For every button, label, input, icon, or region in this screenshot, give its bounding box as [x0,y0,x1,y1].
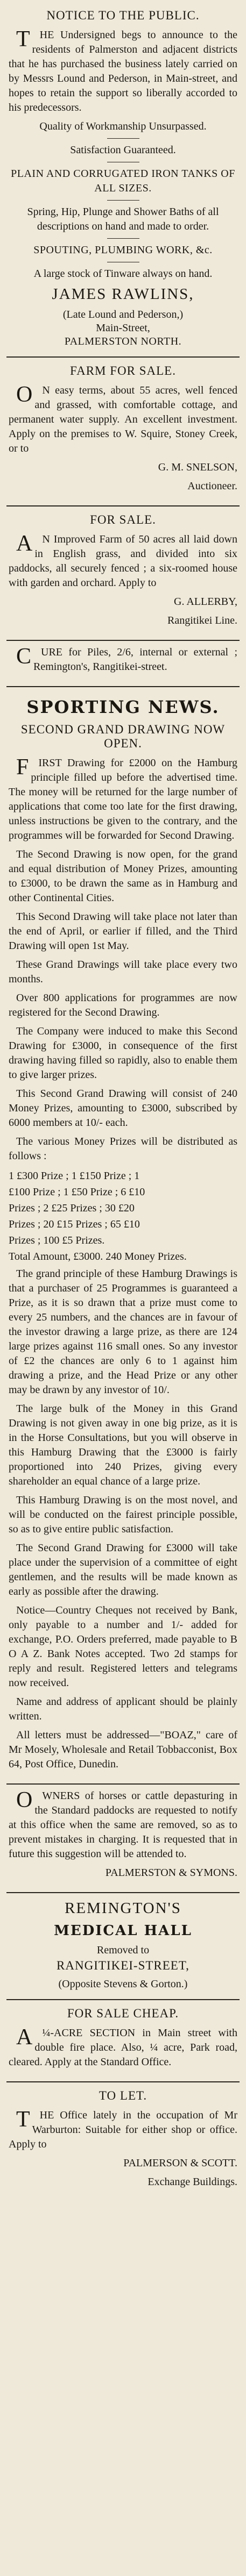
ad-heading: NOTICE TO THE PUBLIC. [46,9,200,22]
ad-body: Over 800 applications for programmes are now registered for the Second Drawing. [9,992,237,1018]
ad-line: Removed to [96,1944,150,1956]
prize-list [9,1168,237,1265]
ad-heading: REMINGTON'S [65,1900,181,1917]
ad-body: The Second Grand Drawing for £3000 will take place under the supervision of a committee of eight gentlemen, and the results will be made known as early as possible after the drawing. [9,1542,237,1597]
ad-line: Quality of Workmanship Unsurpassed. [39,120,207,132]
ad-body: The various Money Prizes will be distributed as follows : [9,1136,237,1162]
ad-line: Satisfaction Guaranteed. [70,144,176,156]
ad-signature-place: Exchange Buildings. [147,2176,237,2188]
ad-signature: PALMERSON & SCOTT. [123,2157,237,2169]
divider [107,238,139,239]
ad-body: OWNERS of horses or cattle depasturing in the Standard paddocks are requested to notify at this office when the same are removed, so as to prevent mistakes in charging. It is requested that in future this suggestion will be attended to. [9,1788,237,1860]
divider [107,138,139,139]
ad-signature: PALMERSTON & SYMONS. [105,1867,237,1879]
ad-body: The Company were induced to make this Second Drawing for £3000, in consequence of the first drawing having filled so rapidly, also to enable them to give larger prizes. [9,1025,237,1081]
ad-subheading: SECOND GRAND DRAWING NOW OPEN. [20,723,226,750]
ad-body: This Hamburg Drawing is on the most novel, and will be conducted on the fairest principle possible, so as to give entire public satisfaction. [9,1494,237,1535]
ad-signature: G. ALLERBY, [174,596,237,608]
ad-body: THE Office lately in the occupation of Mr Warburton: Suitable for either shop or office. Apply to [9,2107,237,2150]
ad-body: All letters must be addressed—"BOAZ," care of Mr Mosely, Wholesale and Retail Tobbacconist, Box 64, Post Office, Dunedin. [9,1729,237,1770]
ad-signature-role: Auctioneer. [187,480,237,492]
ad-line: A large stock of Tinware always on hand. [33,268,213,280]
ad-line: SPOUTING, PLUMBING WORK, &c. [33,244,213,256]
ad-signature-place: Rangitikei Line. [167,615,237,626]
ad-body: A¼-ACRE SECTION in Main street with double fire place. Also, ¼ acre, Park road, cleared. Apply at the Standard Office. [9,2025,237,2068]
ad-for-sale [6,506,240,641]
ad-heading: FOR SALE CHEAP. [67,2007,179,2020]
ad-cure-for-piles [6,641,240,687]
ad-heading: FOR SALE. [90,513,156,526]
ad-body: THE Undersigned begs to announce to the residents of Palmerston and adjacent districts that he has purchased the business lately carried on by Messrs Lound and Pederson, in Main-street, and hopes to retain the support so liberally accorded to his predecessors. [9,27,237,113]
ad-body: Name and address of applicant should be plainly written. [9,1696,237,1722]
ad-body: AN Improved Farm of 50 acres all laid down in English grass, and divided into six paddocks, all securely fenced ; a six-roomed house with garden and orchard. Apply to [9,531,237,589]
ad-signature: G. M. SNELSON, [158,461,237,473]
divider [107,200,139,201]
ad-body: Notice—Country Cheques not received by Bank, only payable to a number and 1/- added for exchange, P.O. Orders preferred, made payable to B O A Z. Bank Notes accepted. Two 2d stamps for reply and result. Registered letters and telegrams now received. [9,1604,237,1689]
prize-row: 1 £300 Prize ; 1 £150 Prize ; 1 [9,1170,140,1182]
advertiser-detail: (Late Lound and Pederson,) [62,309,184,320]
ad-sporting-news [6,690,240,1785]
newspaper-column [6,0,240,2201]
ad-heading: FARM FOR SALE. [70,364,176,377]
advertiser-detail: PALMERSTON NORTH. [64,336,182,347]
ad-for-sale-cheap [6,2000,240,2082]
ad-line: Spring, Hip, Plunge and Shower Baths of all descriptions on hand and made to order. [27,206,219,232]
ad-body: CURE for Piles, 2/6, internal or external ; Remington's, Rangitikei-street. [16,644,237,673]
prize-row: £100 Prize ; 1 £50 Prize ; 6 £10 [9,1186,145,1198]
ad-line: RANGITIKEI-STREET, [57,1959,189,1972]
prize-row: Prizes ; 100 £5 Prizes. [9,1235,105,1246]
advertiser-detail: Main-Street, [96,322,150,334]
ad-body: The grand principle of these Hamburg Drawings is that a purchaser of 25 Programmes is guaranteed a Prize, as it is so drawn that a prize must come to every 25 numbers, and the chances are in favour of the investor drawing a large prize, as there are 124 large prizes against 116 small ones. So any investor of £2 the chances are only 6 to 1 against him drawing a prize, and the Head Prize or any other may be drawn by any investor of 10/. [9,1268,237,1396]
ad-line: PLAIN AND CORRUGATED IRON TANKS OF ALL SIZES. [11,168,235,194]
ad-body: This Second Grand Drawing will consist of 240 Money Prizes, amounting to £3000, subscribed by 6000 members at 10/- each. [9,1088,237,1129]
advertiser-name: JAMES RAWLINS, [52,286,194,303]
ad-heading: TO LET. [99,2089,147,2102]
prize-total: Total Amount, £3000. 240 Money Prizes. [9,1251,187,1262]
ad-remingtons-medical-hall [6,1893,240,2000]
ad-body: The Second Drawing is now open, for the grand and equal distribution of Money Prizes, amounting to £3000, to be drawn the same as in Hamburg and other Continental Cities. [9,848,237,904]
ad-body: FIRST Drawing for £2000 on the Hamburg principle filled up before the advertised time. The money will be returned for the large number of applications that come too late for the first drawing, unless instructions be given to the contrary, and the programmes will be forwarded for Second Drawing. [9,755,237,841]
ad-body: ON easy terms, about 55 acres, well fenced and grassed, with comfortable cottage, and permanent water supply. An excellent investment. Apply on the premises to W. Squire, Stoney Creek, or to [9,382,237,454]
ad-notice-to-public [6,2,240,358]
prize-row: Prizes ; 2 £25 Prizes ; 30 £20 [9,1202,135,1214]
ad-owners-of-horses [6,1785,240,1893]
ad-heading: SPORTING NEWS. [26,697,220,717]
ad-body: These Grand Drawings will take place every two months. [9,959,237,985]
ad-body: The large bulk of the Money in this Grand Drawing is not given away in one big prize, as it is in the Horse Consultations, but you will observe in this Hamburg Drawing that the £3000 is fairly proportioned into 240 Prizes, giving every shareholder an equal chance of a large prize. [9,1403,237,1487]
ad-to-let [6,2082,240,2201]
ad-farm-for-sale [6,358,240,506]
ad-line: (Opposite Stevens & Gorton.) [58,1978,188,1990]
ad-body: This Second Drawing will take place not later than the end of April, or earlier if filled, and the Third Drawing will open 1st May. [9,911,237,952]
ad-subheading: MEDICAL HALL [54,1923,192,1939]
prize-row: Prizes ; 20 £15 Prizes ; 65 £10 [9,1218,140,1230]
